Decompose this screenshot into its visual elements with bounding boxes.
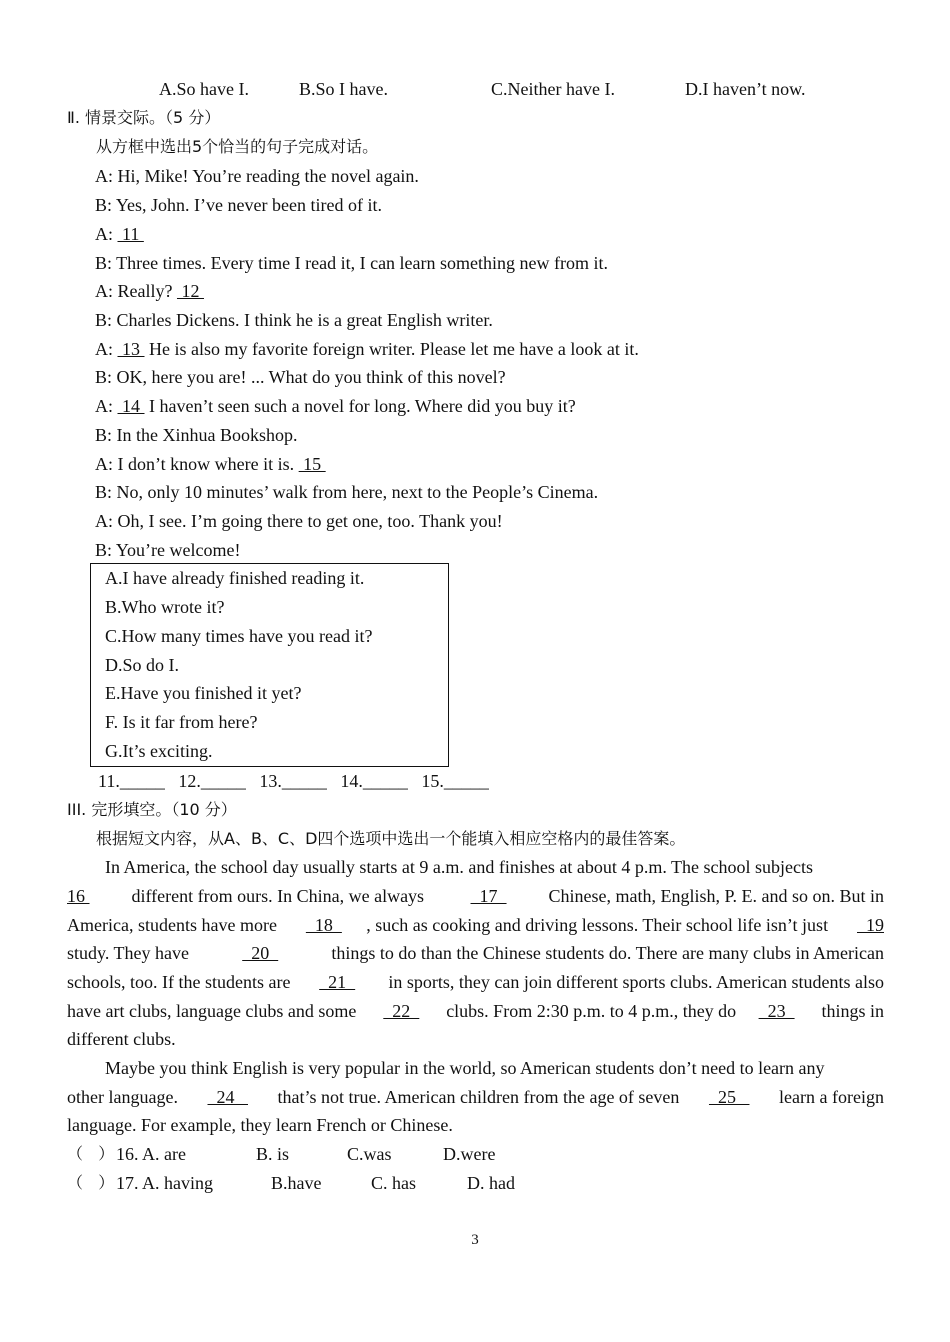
dialog-blank[interactable]: 12 — [176, 281, 204, 301]
dialog-line — [95, 539, 240, 561]
dialog-line — [95, 194, 382, 216]
option-b: B.have — [271, 1173, 322, 1193]
passage-text: study. They have — [67, 943, 189, 963]
dialog-line — [95, 223, 144, 245]
passage-text: other language. — [67, 1087, 178, 1107]
dialog-line — [95, 165, 419, 187]
dialog-text: B: Yes, John. I’ve never been tired of it. — [95, 195, 382, 215]
passage-text: America, students have more — [67, 915, 282, 935]
passage-text: In America, the school day usually starts at 9 a.m. and finishes at about 4 p.m. The school subjects — [105, 857, 814, 877]
passage-text: things in — [816, 1001, 884, 1021]
dialog-blank[interactable]: 11 — [117, 224, 144, 244]
q10-option-b: B.So I have. — [299, 79, 388, 99]
passage-line — [67, 1000, 884, 1022]
passage-line — [67, 1086, 884, 1108]
cloze-blank[interactable]: 25 — [708, 1087, 750, 1107]
dialog-text: B: OK, here you are! ... What do you think of this novel? — [95, 367, 506, 387]
box-option: G.It’s exciting. — [105, 741, 213, 761]
option-d: D. had — [467, 1173, 515, 1193]
cloze-blank[interactable]: 16 — [67, 886, 90, 906]
passage-line — [67, 914, 884, 936]
q10-option-d: D.I haven’t now. — [685, 79, 806, 99]
dialog-line — [95, 252, 608, 274]
cloze-blank[interactable]: 24 — [207, 1087, 248, 1107]
option-c: C. has — [371, 1173, 416, 1193]
dialog-line — [95, 338, 639, 360]
box-option: E.Have you finished it yet? — [105, 683, 302, 703]
answer-line: 11._____ 12._____ 13._____ 14._____ 15._____ — [98, 771, 489, 791]
dialog-text: I haven’t seen such a novel for long. Where did you buy it? — [144, 396, 576, 416]
dialog-text: He is also my favorite foreign writer. Please let me have a look at it. — [144, 339, 639, 359]
dialog-line — [95, 453, 326, 475]
box-option: D.So do I. — [105, 655, 180, 675]
box-option: A.I have already finished reading it. — [105, 568, 365, 588]
passage-text: that’s not true. American children from the age of seven — [277, 1087, 680, 1107]
dialog-blank[interactable]: 14 — [117, 396, 145, 416]
passage-line: different clubs. — [67, 1029, 176, 1049]
dialog-blank[interactable]: 15 — [298, 454, 326, 474]
dialog-line — [95, 424, 298, 446]
dialog-text: A: Hi, Mike! You’re reading the novel again. — [95, 166, 419, 186]
options-box — [90, 563, 449, 767]
option-b: B. is — [256, 1144, 290, 1164]
dialog-text: B: In the Xinhua Bookshop. — [95, 425, 298, 445]
answer-paren[interactable]: （ ） — [67, 1144, 115, 1163]
answer-paren[interactable]: （ ） — [67, 1173, 115, 1192]
dialog-line — [95, 510, 503, 532]
passage-line — [67, 942, 884, 964]
dialog-text: A: — [95, 339, 118, 359]
box-option: F. Is it far from here? — [105, 712, 258, 732]
passage-line — [105, 856, 884, 878]
box-option: B.Who wrote it? — [105, 597, 225, 617]
dialog-line — [95, 309, 493, 331]
passage-text: different from ours. In China, we always — [131, 886, 429, 906]
passage-text: clubs. From 2:30 p.m. to 4 p.m., they do — [441, 1001, 737, 1021]
passage-text: in sports, they can join different sports clubs. American students also — [383, 972, 884, 992]
dialog-text: B: No, only 10 minutes’ walk from here, next to the People’s Cinema. — [95, 482, 599, 502]
dialog-text: A: Oh, I see. I’m going there to get one, too. Thank you! — [95, 511, 503, 531]
section3-title: III. 完形填空。（10 分） — [67, 800, 237, 819]
cloze-blank[interactable]: 22 — [383, 1001, 420, 1021]
cloze-blank[interactable]: 17 — [470, 886, 507, 906]
dialog-text: B: You’re welcome! — [95, 540, 241, 560]
passage-text: schools, too. If the students are — [67, 972, 291, 992]
cloze-blank[interactable]: 20 — [242, 943, 279, 963]
dialog-text: B: Charles Dickens. I think he is a great English writer. — [95, 310, 493, 330]
dialog-text: A: — [95, 396, 118, 416]
option-a: 17. A. having — [116, 1173, 213, 1193]
section3-instruction: 根据短文内容，从A、B、C、D四个选项中选出一个能填入相应空格内的最佳答案。 — [96, 829, 686, 848]
dialog-blank[interactable]: 13 — [117, 339, 145, 359]
dialog-text: A: — [95, 224, 118, 244]
option-a: 16. A. are — [116, 1144, 186, 1164]
passage-text: , such as cooking and driving lessons. Their school life isn’t just — [366, 915, 833, 935]
dialog-line — [95, 366, 506, 388]
cloze-blank[interactable]: 19 — [857, 915, 884, 935]
q10-option-c: C.Neither have I. — [491, 79, 615, 99]
dialog-text: A: I don’t know where it is. — [95, 454, 299, 474]
dialog-text: A: Really? — [95, 281, 177, 301]
passage-text: Chinese, math, English, P. E. and so on. But in — [548, 886, 884, 906]
cloze-blank[interactable]: 23 — [758, 1001, 795, 1021]
cloze-blank[interactable]: 21 — [319, 972, 356, 992]
option-c: C.was — [347, 1144, 392, 1164]
dialog-line — [95, 481, 598, 503]
passage-line — [67, 885, 884, 907]
passage-text: Maybe you think English is very popular in the world, so American students don’t need to learn any — [105, 1058, 825, 1078]
dialog-line — [95, 280, 204, 302]
passage-text: things to do than the Chinese students do. There are many clubs in American — [331, 943, 884, 963]
q10-option-a: A.So have I. — [159, 79, 249, 99]
passage-line — [105, 1057, 884, 1079]
page-number: 3 — [471, 1232, 479, 1248]
section2-instruction: 从方框中选出5个恰当的句子完成对话。 — [96, 137, 379, 156]
box-option: C.How many times have you read it? — [105, 626, 373, 646]
passage-text: learn a foreign — [779, 1087, 884, 1107]
passage-text: have art clubs, language clubs and some — [67, 1001, 361, 1021]
section2-title: Ⅱ. 情景交际。（5 分） — [67, 108, 221, 127]
cloze-blank[interactable]: 18 — [305, 915, 342, 935]
dialog-line — [95, 395, 576, 417]
option-d: D.were — [443, 1144, 496, 1164]
passage-line — [67, 971, 884, 993]
passage-line: language. For example, they learn French or Chinese. — [67, 1115, 453, 1135]
dialog-text: B: Three times. Every time I read it, I can learn something new from it. — [95, 253, 609, 273]
